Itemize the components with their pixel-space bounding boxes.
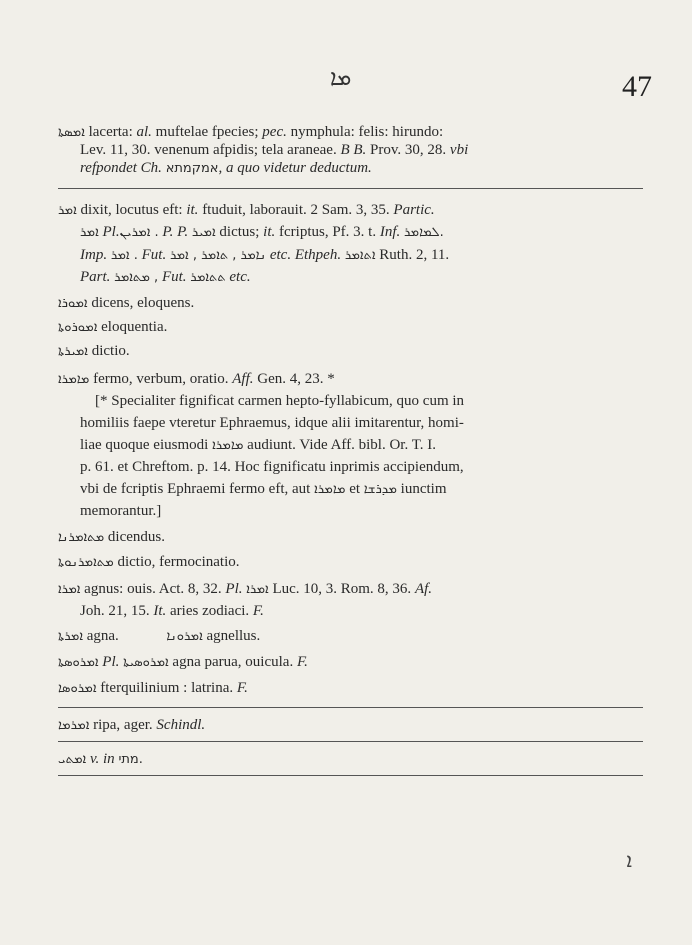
page-number: 47 [622, 70, 652, 103]
entry-metamrana: ܡܬܐܡܪܢܐ dicendus. [58, 529, 165, 545]
entry-amar-line2: ܐܡܪ Pl.ܐܡܪܝܢ . P. P. ܐܡܝܪ dictus; it. fcriptus, Pf. 3. t. Inf. ܠܡܐܡܪ. [80, 224, 444, 240]
entry-amirta: ܐܡܝܪܬܐ dictio. [58, 343, 130, 359]
entry-memra: ܡܐܡܪܐ fermo, verbum, oratio. Aff. Gen. 4, 23. * [58, 371, 335, 387]
entry-emra-line2: Joh. 21, 15. It. aries zodiaci. F. [80, 603, 264, 619]
catchword: ܐ [626, 848, 632, 872]
note-line1: [* Specialiter fignificat carmen hepto-fyllabicum, quo cum in [95, 393, 465, 409]
entry-amoruta: ܐܡܘܪܘܬܐ eloquentia. [58, 319, 168, 335]
entry-metamranuta: ܡܬܐܡܪܢܘܬܐ dictio, fermocinatio. [58, 554, 240, 570]
note-line6: memorantur.] [80, 503, 162, 519]
section-rule [58, 741, 643, 742]
entry-amar-line1: ܐܡܪ dixit, locutus eft: it. ftuduit, laborauit. 2 Sam. 3, 35. Partic. [58, 202, 435, 218]
running-header-syriac: ܡܐ [330, 66, 352, 91]
entry-lacerta-line2: Lev. 11, 30. venenum afpidis; tela araneae. B B. Prov. 30, 28. vbi [80, 142, 469, 158]
entry-lacerta-line3: refpondet Ch. אמקמתא, a quo videtur deductum. [80, 160, 372, 176]
note-line2: homiliis faepe vteretur Ephraemus, idque alii imitarentur, homi- [80, 415, 464, 431]
entry-amarusa: ܐܡܪܘܣܐ fterquilinium : latrina. F. [58, 680, 248, 696]
entry-lacerta-line1: ܐܡܣܬܐ lacerta: al. muftelae fpecies; pec. nymphula: felis: hirundo: [58, 124, 444, 140]
entry-emra-line1: ܐܡܪܐ agnus: ouis. Act. 8, 32. Pl. ܐܡܪܐ Luc. 10, 3. Rom. 8, 36. Af. [58, 581, 433, 597]
entry-amora: ܐܡܘܪܐ dicens, eloquens. [58, 295, 195, 311]
entry-amarma: ܐܡܪܡܐ ripa, ager. Schindl. [58, 717, 206, 733]
entry-emarusta: ܐܡܪܘܣܬܐ Pl. ܐܡܪܘܣܝܬܐ agna parua, ouicula. F. [58, 654, 308, 670]
section-rule [58, 707, 643, 708]
entry-amar-line4: Part. ܡܬܐܡܪ , Fut. ܬܬܐܡܪ etc. [80, 269, 251, 285]
note-line4: p. 61. et Chreftom. p. 14. Hoc fignificatu inprimis accipiendum, [80, 459, 464, 475]
section-rule [58, 188, 643, 189]
note-line5: vbi de fcriptis Ephraemi fermo eft, aut ܡܐܡܪܐ et ܡܕܪܫܐ iunctim [80, 481, 447, 497]
section-rule [58, 775, 643, 776]
entry-amti: ܐܡܬܝ v. in מתי. [58, 751, 143, 767]
note-line3: liae quoque eiusmodi ܡܐܡܪܐ audiunt. Vide Aff. bibl. Or. T. I. [80, 437, 436, 453]
entry-emarta: ܐܡܪܬܐ agna. ܐܡܪܘܢܐ agnellus. [58, 628, 261, 644]
entry-amar-line3: Imp. ܐܡܪ . Fut. ܢܐܡܪ , ܬܐܡܪ , ܐܡܪ etc. Ethpeh. ܐܬܐܡܪ Ruth. 2, 11. [80, 247, 450, 263]
